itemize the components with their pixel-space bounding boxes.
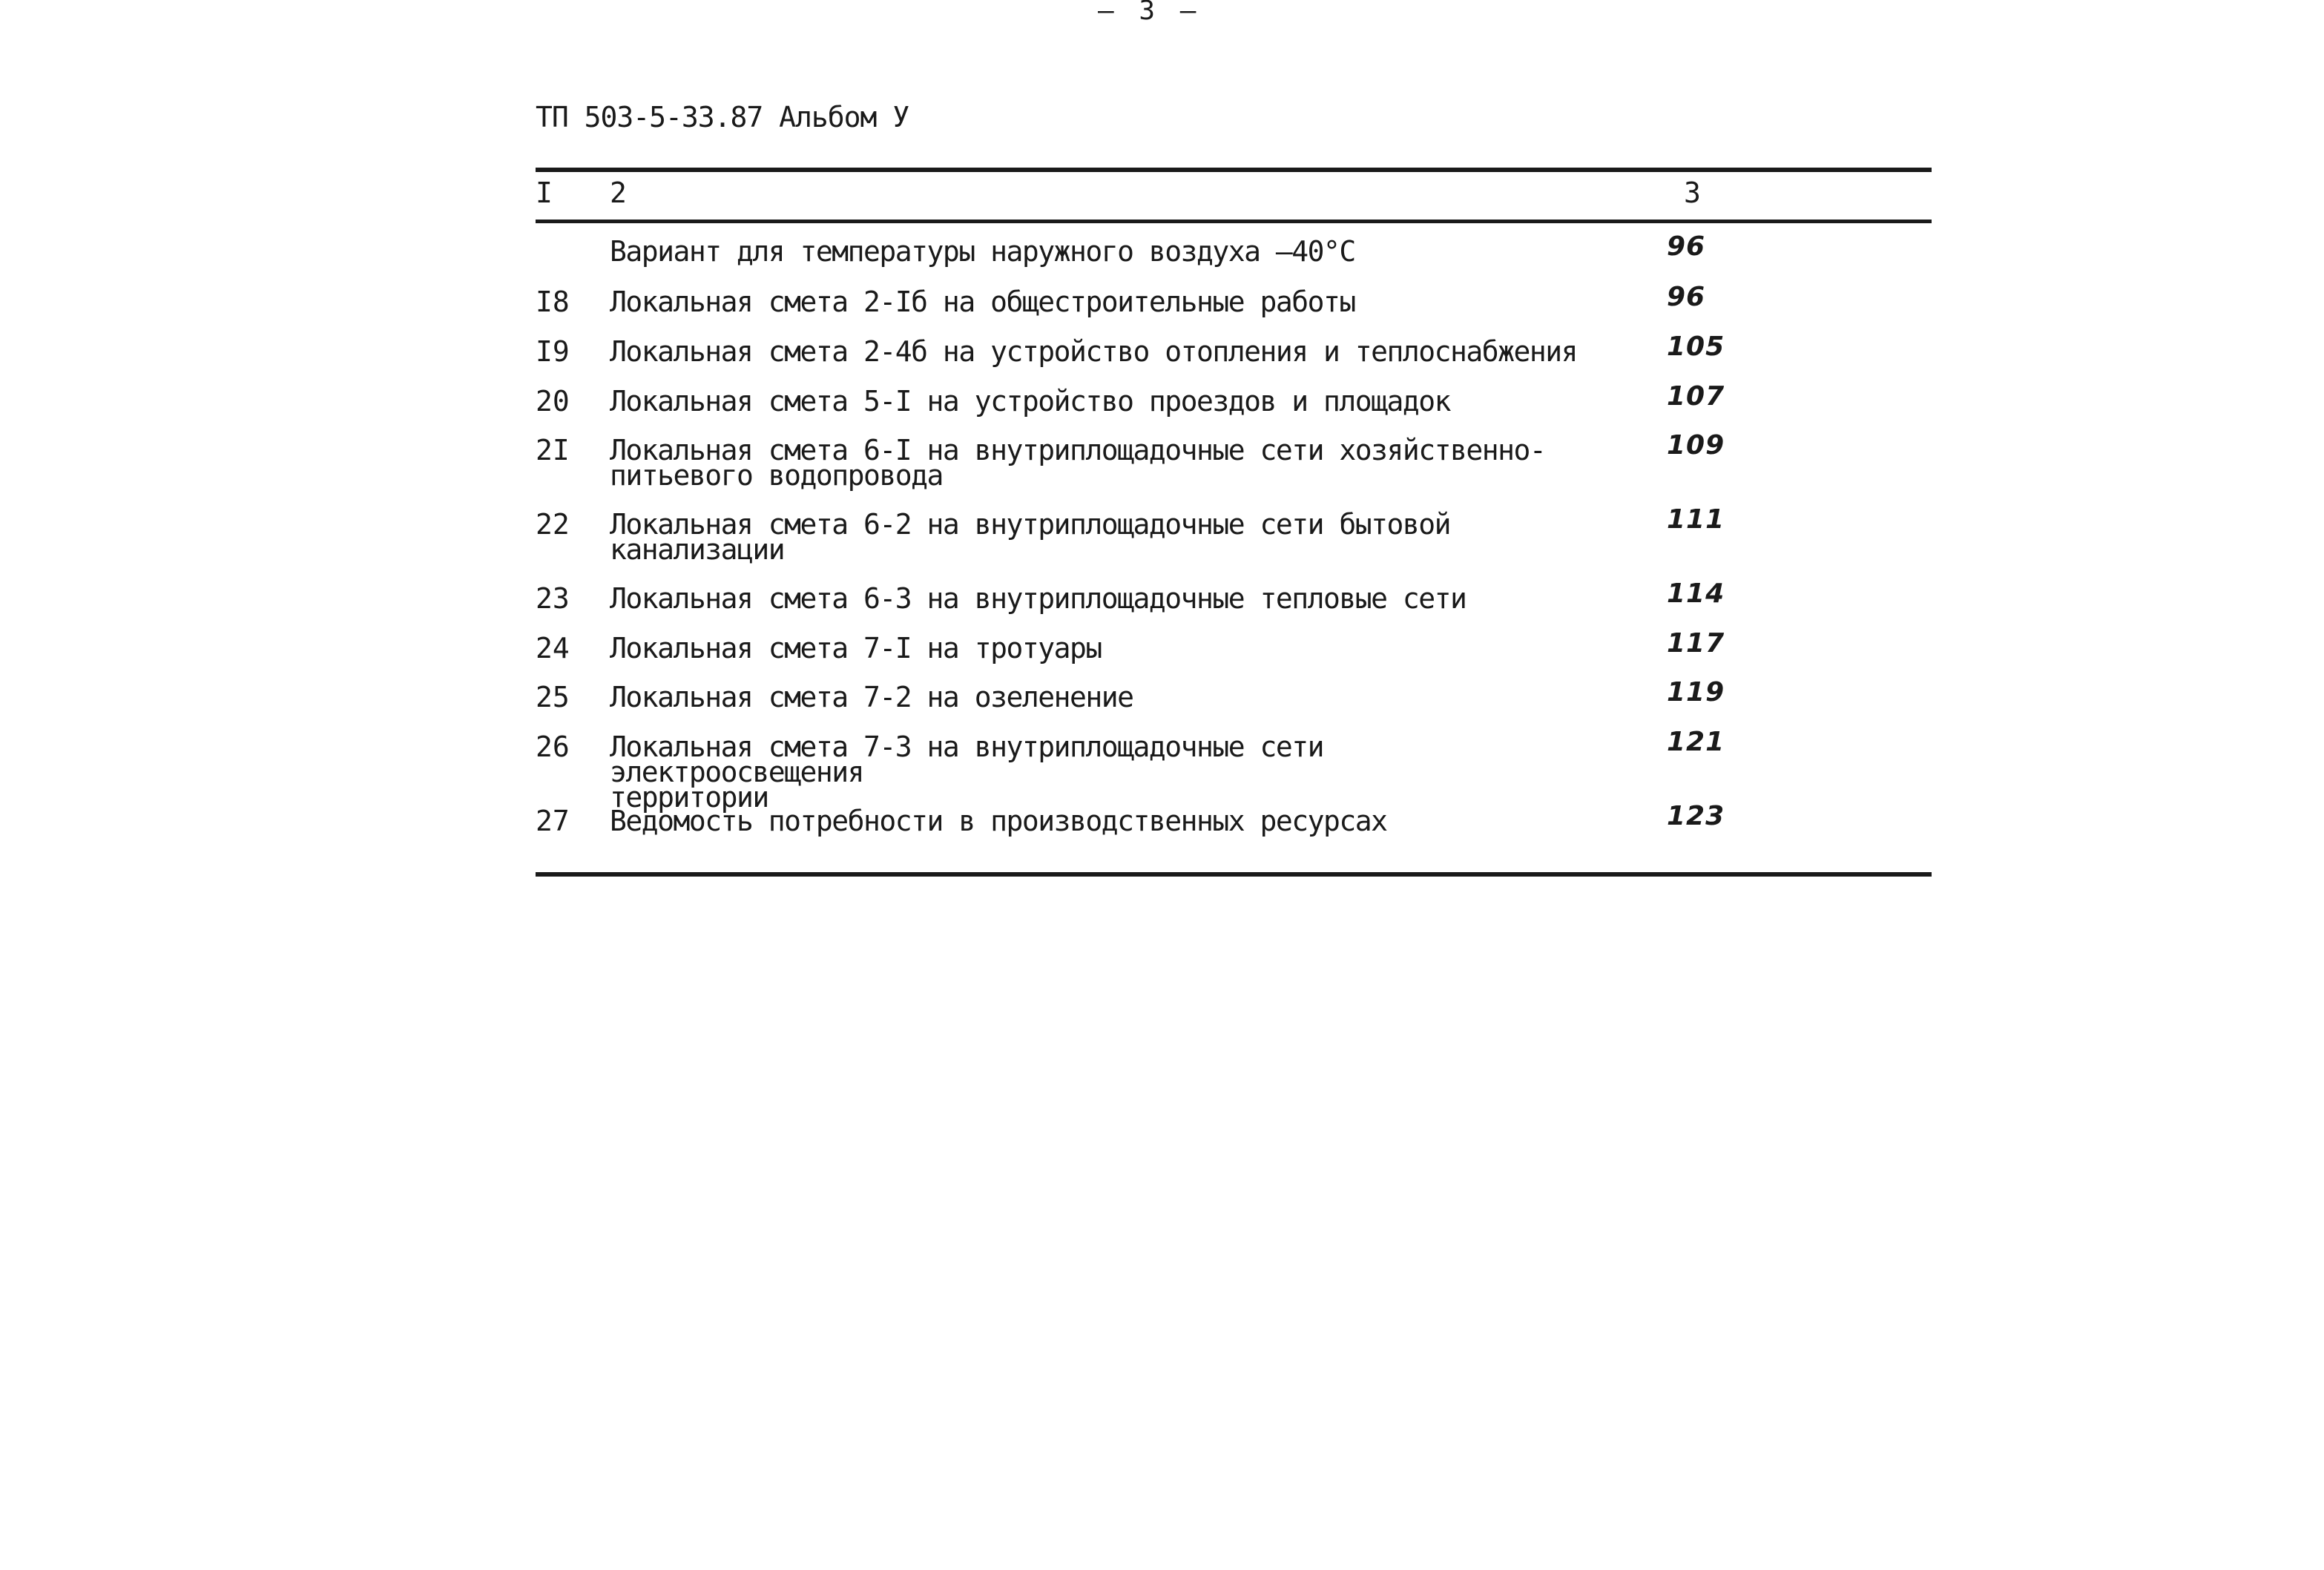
row-number: 2I [536, 434, 570, 466]
row-page: 121 [1667, 727, 1725, 757]
row-page: 105 [1667, 332, 1725, 362]
row-number: 22 [536, 508, 570, 541]
column-header-1: I [536, 177, 553, 209]
row-number: 25 [536, 681, 570, 713]
row-page: 123 [1667, 801, 1725, 831]
row-page: 114 [1667, 578, 1725, 609]
row-title: Локальная смета 7-I на тротуары [610, 632, 1102, 664]
row-page: 96 [1667, 231, 1706, 262]
page-number: – 3 – [1098, 0, 1201, 26]
table-bottom-rule [536, 872, 1932, 877]
row-title: Локальная смета 7-3 на внутриплощадочные сети электроосвещения территории [610, 730, 1324, 814]
row-number: 27 [536, 805, 570, 837]
row-title: Локальная смета 2-Iб на общестроительные работы [610, 286, 1355, 318]
row-number: I9 [536, 335, 570, 368]
row-page: 119 [1667, 677, 1725, 708]
row-title: Вариант для температуры наружного воздуха –40°С [610, 235, 1355, 268]
row-title: Локальная смета 7-2 на озеленение [610, 681, 1133, 713]
row-number: 24 [536, 632, 570, 664]
row-number: 20 [536, 385, 570, 418]
row-number: 26 [536, 730, 570, 763]
column-header-2: 2 [610, 177, 627, 209]
row-page: 107 [1667, 381, 1725, 412]
row-page: 117 [1667, 628, 1725, 659]
row-title: Локальная смета 6-2 на внутриплощадочные сети бытовой канализации [610, 508, 1451, 566]
row-number: 23 [536, 582, 570, 615]
row-page: 109 [1667, 430, 1725, 461]
row-number: I8 [536, 286, 570, 318]
row-page: 111 [1667, 504, 1725, 535]
row-page: 96 [1667, 282, 1706, 312]
table-top-rule [536, 168, 1932, 172]
table-header-rule [536, 220, 1932, 223]
row-title: Локальная смета 5-I на устройство проездов и площадок [610, 385, 1451, 418]
row-title: Локальная смета 6-3 на внутриплощадочные тепловые сети [610, 582, 1467, 615]
row-title: Локальная смета 6-I на внутриплощадочные сети хозяйственно- питьевого водопровода [610, 434, 1546, 492]
column-header-3: 3 [1684, 177, 1701, 209]
row-title: Локальная смета 2-4б на устройство отопления и теплоснабжения [610, 335, 1578, 368]
document-header: ТП 503-5-33.87 Альбом У [536, 101, 909, 133]
row-title: Ведомость потребности в производственных ресурсах [610, 805, 1387, 837]
